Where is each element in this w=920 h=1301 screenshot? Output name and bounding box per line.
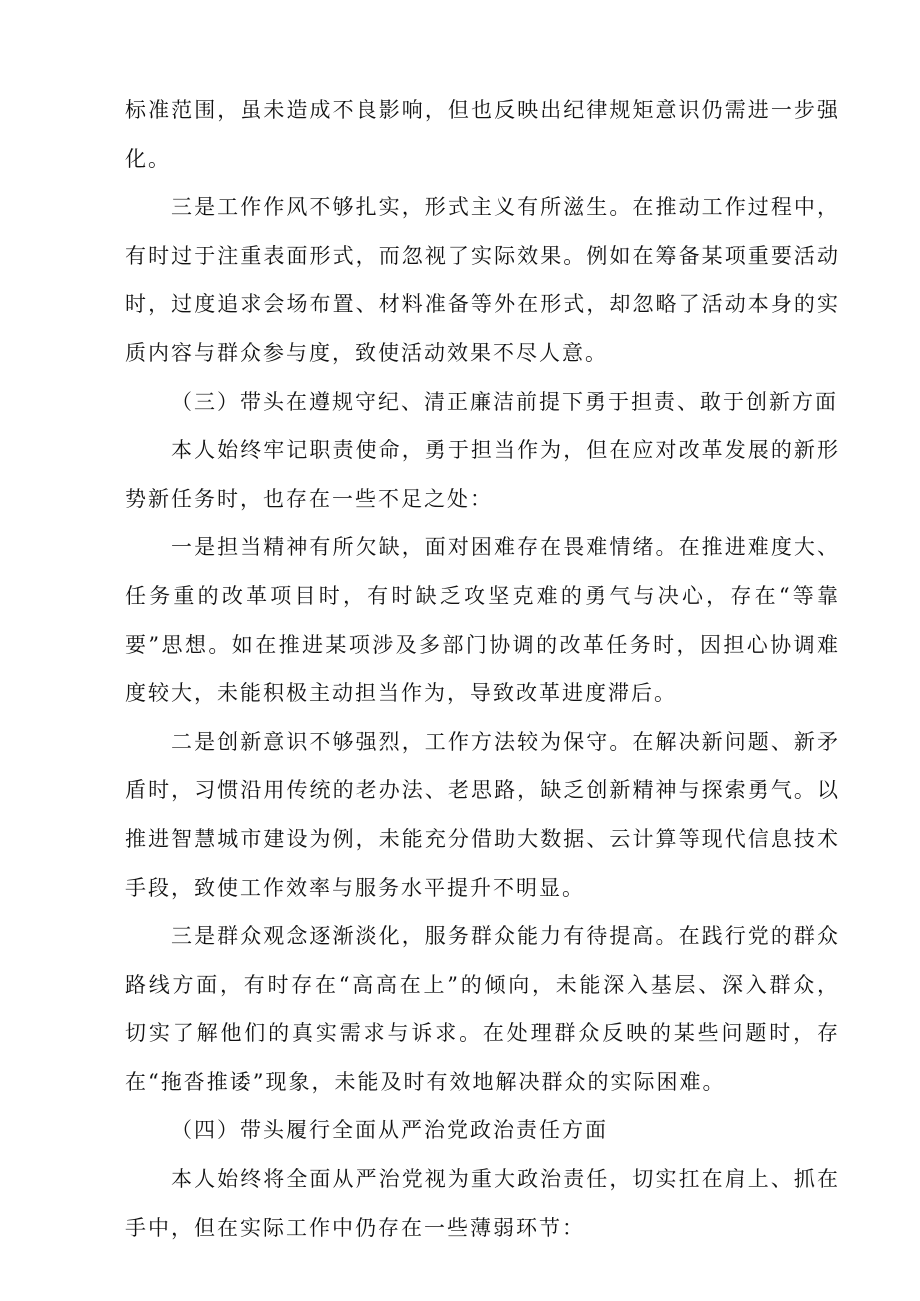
paragraph-section-3-intro: 本人始终牢记职责使命，勇于担当作为，但在应对改革发展的新形势新任务时，也存在一些不足之处：: [125, 438, 840, 511]
document-body: [125, 86, 840, 1252]
paragraph-mass-line: 三是群众观念逐渐淡化，服务群众能力有待提高。在践行党的群众路线方面，有时存在“高高在上”的倾向，未能深入基层、深入群众，切实了解他们的真实需求与诉求。在处理群众反映的某些问题时，存在“拖沓推诿”现象，未能及时有效地解决群众的实际困难。: [125, 924, 840, 1094]
paragraph-continuation: 标准范围，虽未造成不良影响，但也反映出纪律规矩意识仍需进一步强化。: [125, 98, 840, 171]
section-heading-3: （三）带头在遵规守纪、清正廉洁前提下勇于担责、敢于创新方面: [171, 389, 838, 414]
paragraph-work-style: 三是工作作风不够扎实，形式主义有所滋生。在推动工作过程中，有时过于注重表面形式，而忽视了实际效果。例如在筹备某项重要活动时，过度追求会场布置、材料准备等外在形式，却忽略了活动本身的实质内容与群众参与度，致使活动效果不尽人意。: [125, 195, 840, 365]
paragraph-responsibility: 一是担当精神有所欠缺，面对困难存在畏难情绪。在推进难度大、任务重的改革项目时，有时缺乏攻坚克难的勇气与决心，存在“等靠要”思想。如在推进某项涉及多部门协调的改革任务时，因担心协调难度较大，未能积极主动担当作为，导致改革进度滞后。: [125, 535, 840, 706]
section-heading-4: （四）带头履行全面从严治党政治责任方面: [171, 1118, 608, 1143]
paragraph-section-4-intro: 本人始终将全面从严治党视为重大政治责任，切实扛在肩上、抓在手中，但在实际工作中仍存在一些薄弱环节：: [125, 1167, 840, 1240]
paragraph-innovation: 二是创新意识不够强烈，工作方法较为保守。在解决新问题、新矛盾时，习惯沿用传统的老办法、老思路，缺乏创新精神与探索勇气。以推进智慧城市建设为例，未能充分借助大数据、云计算等现代信息技术手段，致使工作效率与服务水平提升不明显。: [125, 729, 840, 900]
